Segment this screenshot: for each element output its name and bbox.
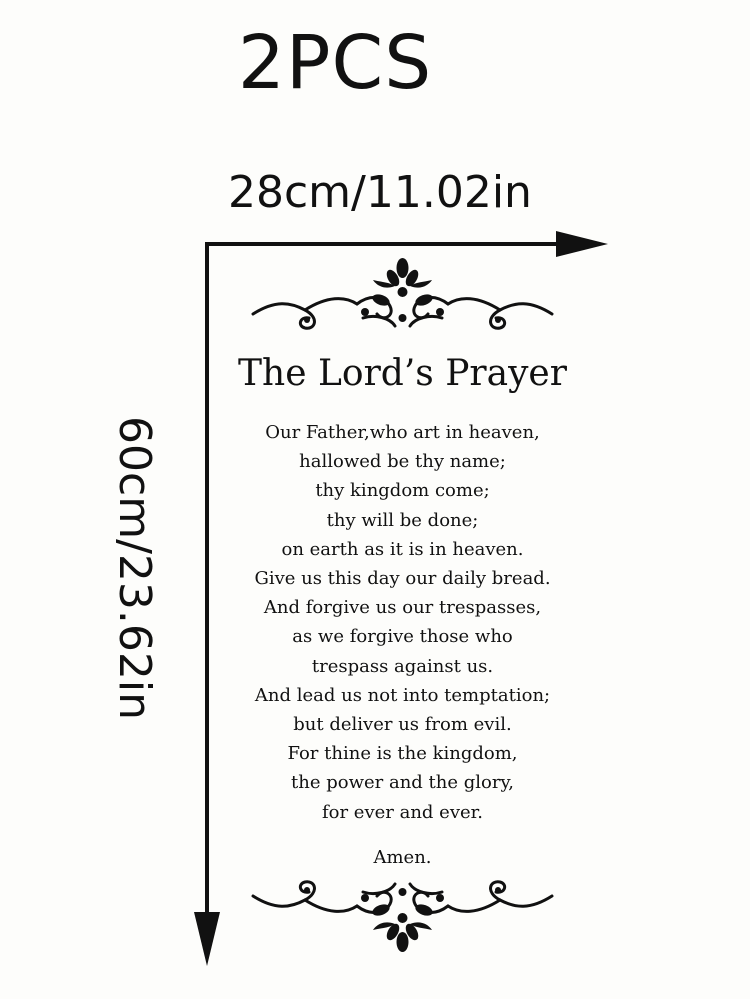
prayer-line: as we forgive those who	[292, 626, 513, 648]
decal-title: The Lord’s Prayer	[238, 353, 567, 394]
quantity-label: 2PCS	[237, 20, 433, 106]
prayer-line: trespass against us.	[311, 655, 494, 677]
prayer-closing: Amen.	[373, 847, 432, 868]
prayer-line: Give us this day our daily bread.	[254, 568, 551, 590]
prayer-line: Our Father,who art in heaven,	[265, 422, 540, 443]
bottom-flourish-ornament	[245, 874, 560, 954]
prayer-line: for ever and ever.	[321, 801, 483, 823]
height-dimension-label: 60cm/23.62in	[109, 416, 160, 720]
prayer-line: For thine is the kingdom,	[287, 743, 518, 765]
prayer-line: And forgive us our trespasses,	[263, 597, 542, 619]
prayer-line: thy will be done;	[326, 509, 479, 531]
width-arrow	[205, 231, 608, 257]
prayer-line: thy kingdom come;	[315, 480, 490, 502]
top-flourish-ornament	[245, 256, 560, 336]
prayer-line: hallowed be thy name;	[299, 451, 506, 473]
prayer-text	[200, 418, 605, 827]
width-dimension-label: 28cm/11.02in	[228, 167, 532, 218]
prayer-line: the power and the glory,	[291, 772, 514, 794]
prayer-line: And lead us not into temptation;	[254, 684, 551, 706]
prayer-line: on earth as it is in heaven.	[281, 538, 524, 560]
prayer-line: but deliver us from evil.	[293, 714, 512, 736]
